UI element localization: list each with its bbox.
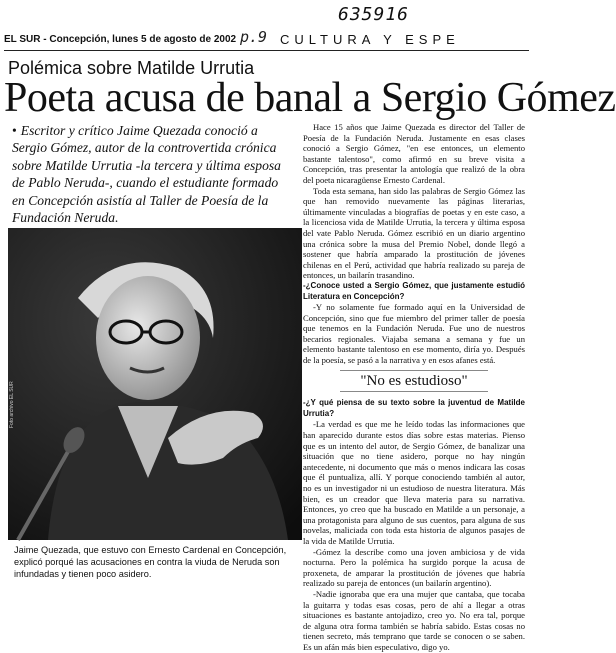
page-mark-handwritten: p.9 [240,28,268,46]
archive-number-handwritten: 635916 [338,4,410,25]
article-photo [8,228,302,540]
photo-credit: Foto archivo EL SUR [9,381,15,428]
interview-question: -¿Conoce usted a Sergio Gómez, que justamente estudió Literatura en Concepción? [303,280,525,301]
lead-bullet: • [12,123,17,138]
article-subhead [303,372,525,391]
body-paragraph: Hace 15 años que Jaime Quezada es director del Taller de Poesía de la Fundación Neruda. Justamente en esas clases conoció a Sergio Gómez, "en ese entonces, un elemento bastante talentoso", como afirmó en su breve visita a Concepción, tras presentar la antología que realizó de la obra del poeta nicaragüense Ernesto Cardenal. [303,122,525,185]
article-lead [12,122,288,226]
photo-caption: Jaime Quezada, que estuvo con Ernesto Cardenal en Concepción, explicó porqué las acusaciones en contra la viuda de Neruda son infundadas y tienen poco asidero. [14,545,287,579]
masthead-section: CULTURA Y ESPE [280,32,460,47]
interview-question: -¿Y qué piensa de su texto sobre la juventud de Matilde Urrutia? [303,398,525,418]
body-paragraph: -La verdad es que me he leído todas las informaciones que han aparecido durante estos días sobre estas materias. Pienso que es un intento del autor, de Sergio Gómez, de banalizar una situación que no tiene asidero, porque no hay ningún antecedente, ni documento que más o menos indicara las cosas que él puntualiza, allí. Y porque conociendo también al autor, no es un investigador ni un estudioso de nuestra literatura. Más bien, es un creador que lleva materia para su narrativa. Entonces, yo creo que ha buscado en Matilde a un personaje, a una protagonista para alguno de sus cuentos, para alguna de sus novelas, maliciada con toda esta historia de algunos pasajes de la vida de Matilde Urrutia. [303,419,525,546]
article-kicker: Polémica sobre Matilde Urrutia [8,58,255,78]
subhead-text: "No es estudioso" [340,370,487,392]
newspaper-masthead [4,32,529,51]
body-paragraph: Toda esta semana, han sido las palabras de Sergio Gómez las que han removido nuevamente las páginas literarias, últimamente vinculadas a biografías de poetas y en este caso, a la licenciosa vida de Matilde Urrutia, la tercera y última esposa del vate Pablo Neruda. Gómez escribió en un diario argentino una crónica sobre la musa del Premio Nobel, donde llegó a sostener que habría amparado la prostitución de jóvenes chilenas en el Perú, actividad que habría realizado su pareja de entonces, un bailarín trasandino. [303,185,525,281]
body-paragraph: -Gómez la describe como una joven ambiciosa y de vida nocturna. Pero la polémica ha surgido porque la acusa de proxeneta, de amparar la prostitución de jóvenes que habría realizado su pareja de entonces (un bailarín argentino). [303,546,525,589]
body-paragraph: -Y no solamente fue formado aquí en la Universidad de Concepción, sino que fue miembro del primer taller de poesía que tenemos en la Fundación Neruda. Fue uno de nuestros becarios regionales. Viajaba semana a semana y fue un elemento bastante talentoso en ese momento, diría yo. Después de la poesía, se pasó a la narrativa y en esos afanes está. [303,302,525,366]
article-body [303,122,525,653]
lead-text: Escritor y crítico Jaime Quezada conoció a Sergio Gómez, autor de la controvertida crónica sobre Matilde Urrutia -la tercera y última esposa de Pablo Neruda-, cuando el estudiante formado en Concepción asistía al Taller de Poesía de la Fundación Neruda. [12,123,281,226]
portrait-photo-illustration [8,228,302,540]
article-headline: Poeta acusa de banal a Sergio Gómez [4,75,616,121]
masthead-dateline: EL SUR - Concepción, lunes 5 de agosto de 2002 [4,34,237,45]
body-paragraph: -Nadie ignoraba que era una mujer que cantaba, que tocaba la guitarra y todas esas cosas, pero de ahí a llegar a otras situaciones es bastante antojadizo, creo yo. No era tal, porque de alguna otra forma también se habría sabido. Estas cosas no tienen secreto, más temprano que tarde se conocen o se saben. Es un afán más bien especulativo, digo yo. [303,588,525,652]
